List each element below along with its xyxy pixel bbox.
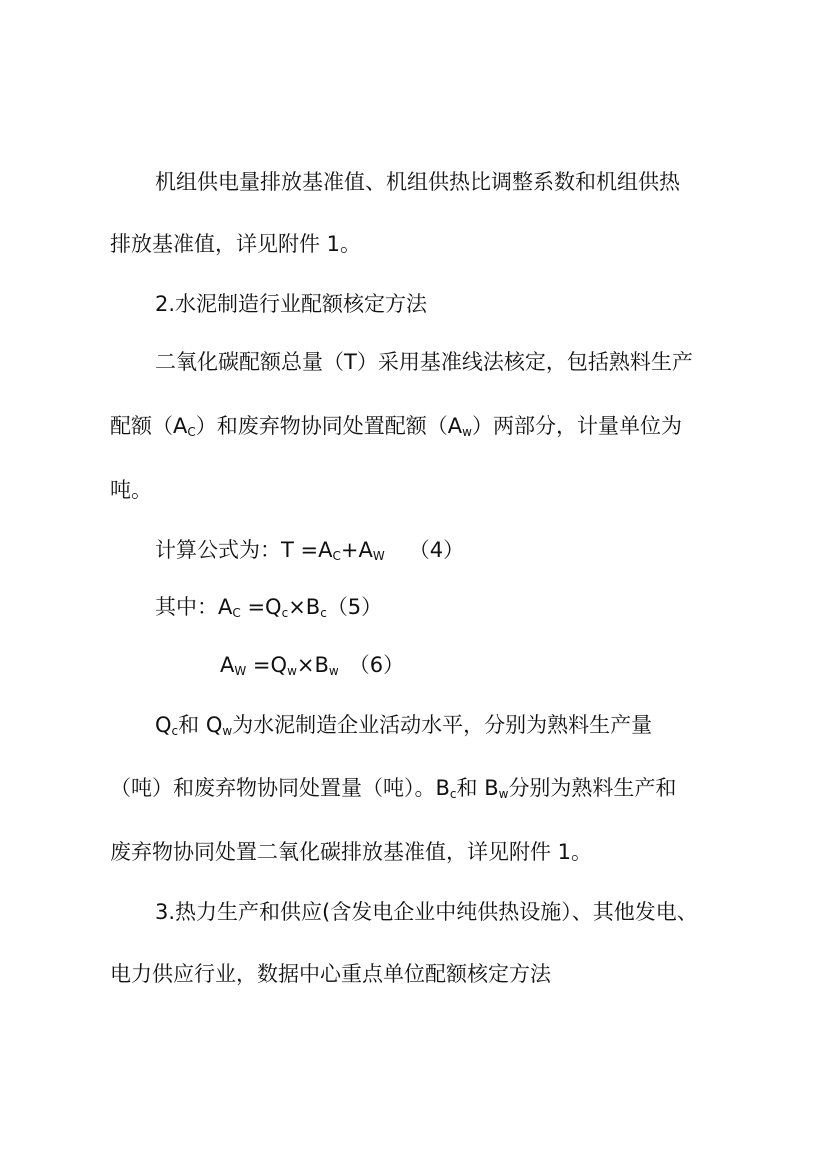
paragraph-line: 二氧化碳配额总量（T）采用基准线法核定，包括熟料生产 — [155, 350, 693, 374]
section-heading-cement: 2.水泥制造行业配额核定方法 — [155, 292, 428, 316]
formula-4: 计算公式为：$T =A_C+A_W$ （4） — [155, 538, 465, 563]
paragraph-line: 吨。 — [110, 478, 152, 502]
formula-5: 其中：$A_C =Q_c\times B_c(5)$ — [155, 595, 383, 620]
paragraph-line: 废弃物协同处置二氧化碳排放基准值，详见附件 1。 — [110, 840, 593, 864]
section-heading-heat-cont: 电力供应行业，数据中心重点单位配额核定方法 — [110, 962, 551, 986]
paragraph-line: （吨）和废弃物协同处置量（吨）。$B_c$和 $B_w$分别为熟料生产和 — [110, 776, 677, 801]
formula-6: $A_W =Q_w\times B_w$ （6） — [220, 653, 405, 678]
section-heading-heat: 3.热力生产和供应(含发电企业中纯供热设施）、其他发电、 — [155, 900, 698, 924]
paragraph-line: 机组供电量排放基准值、机组供热比调整系数和机组供热 — [155, 170, 680, 194]
paragraph-line: $Q_c$和 $Q_w$为水泥制造企业活动水平，分别为熟料生产量 — [155, 713, 653, 738]
paragraph-line: 配额$(A_C)$和废弃物协同处置配额$(A_w)$两部分，计量单位为 — [110, 414, 682, 439]
paragraph-line: 排放基准值，详见附件 1。 — [110, 232, 362, 256]
